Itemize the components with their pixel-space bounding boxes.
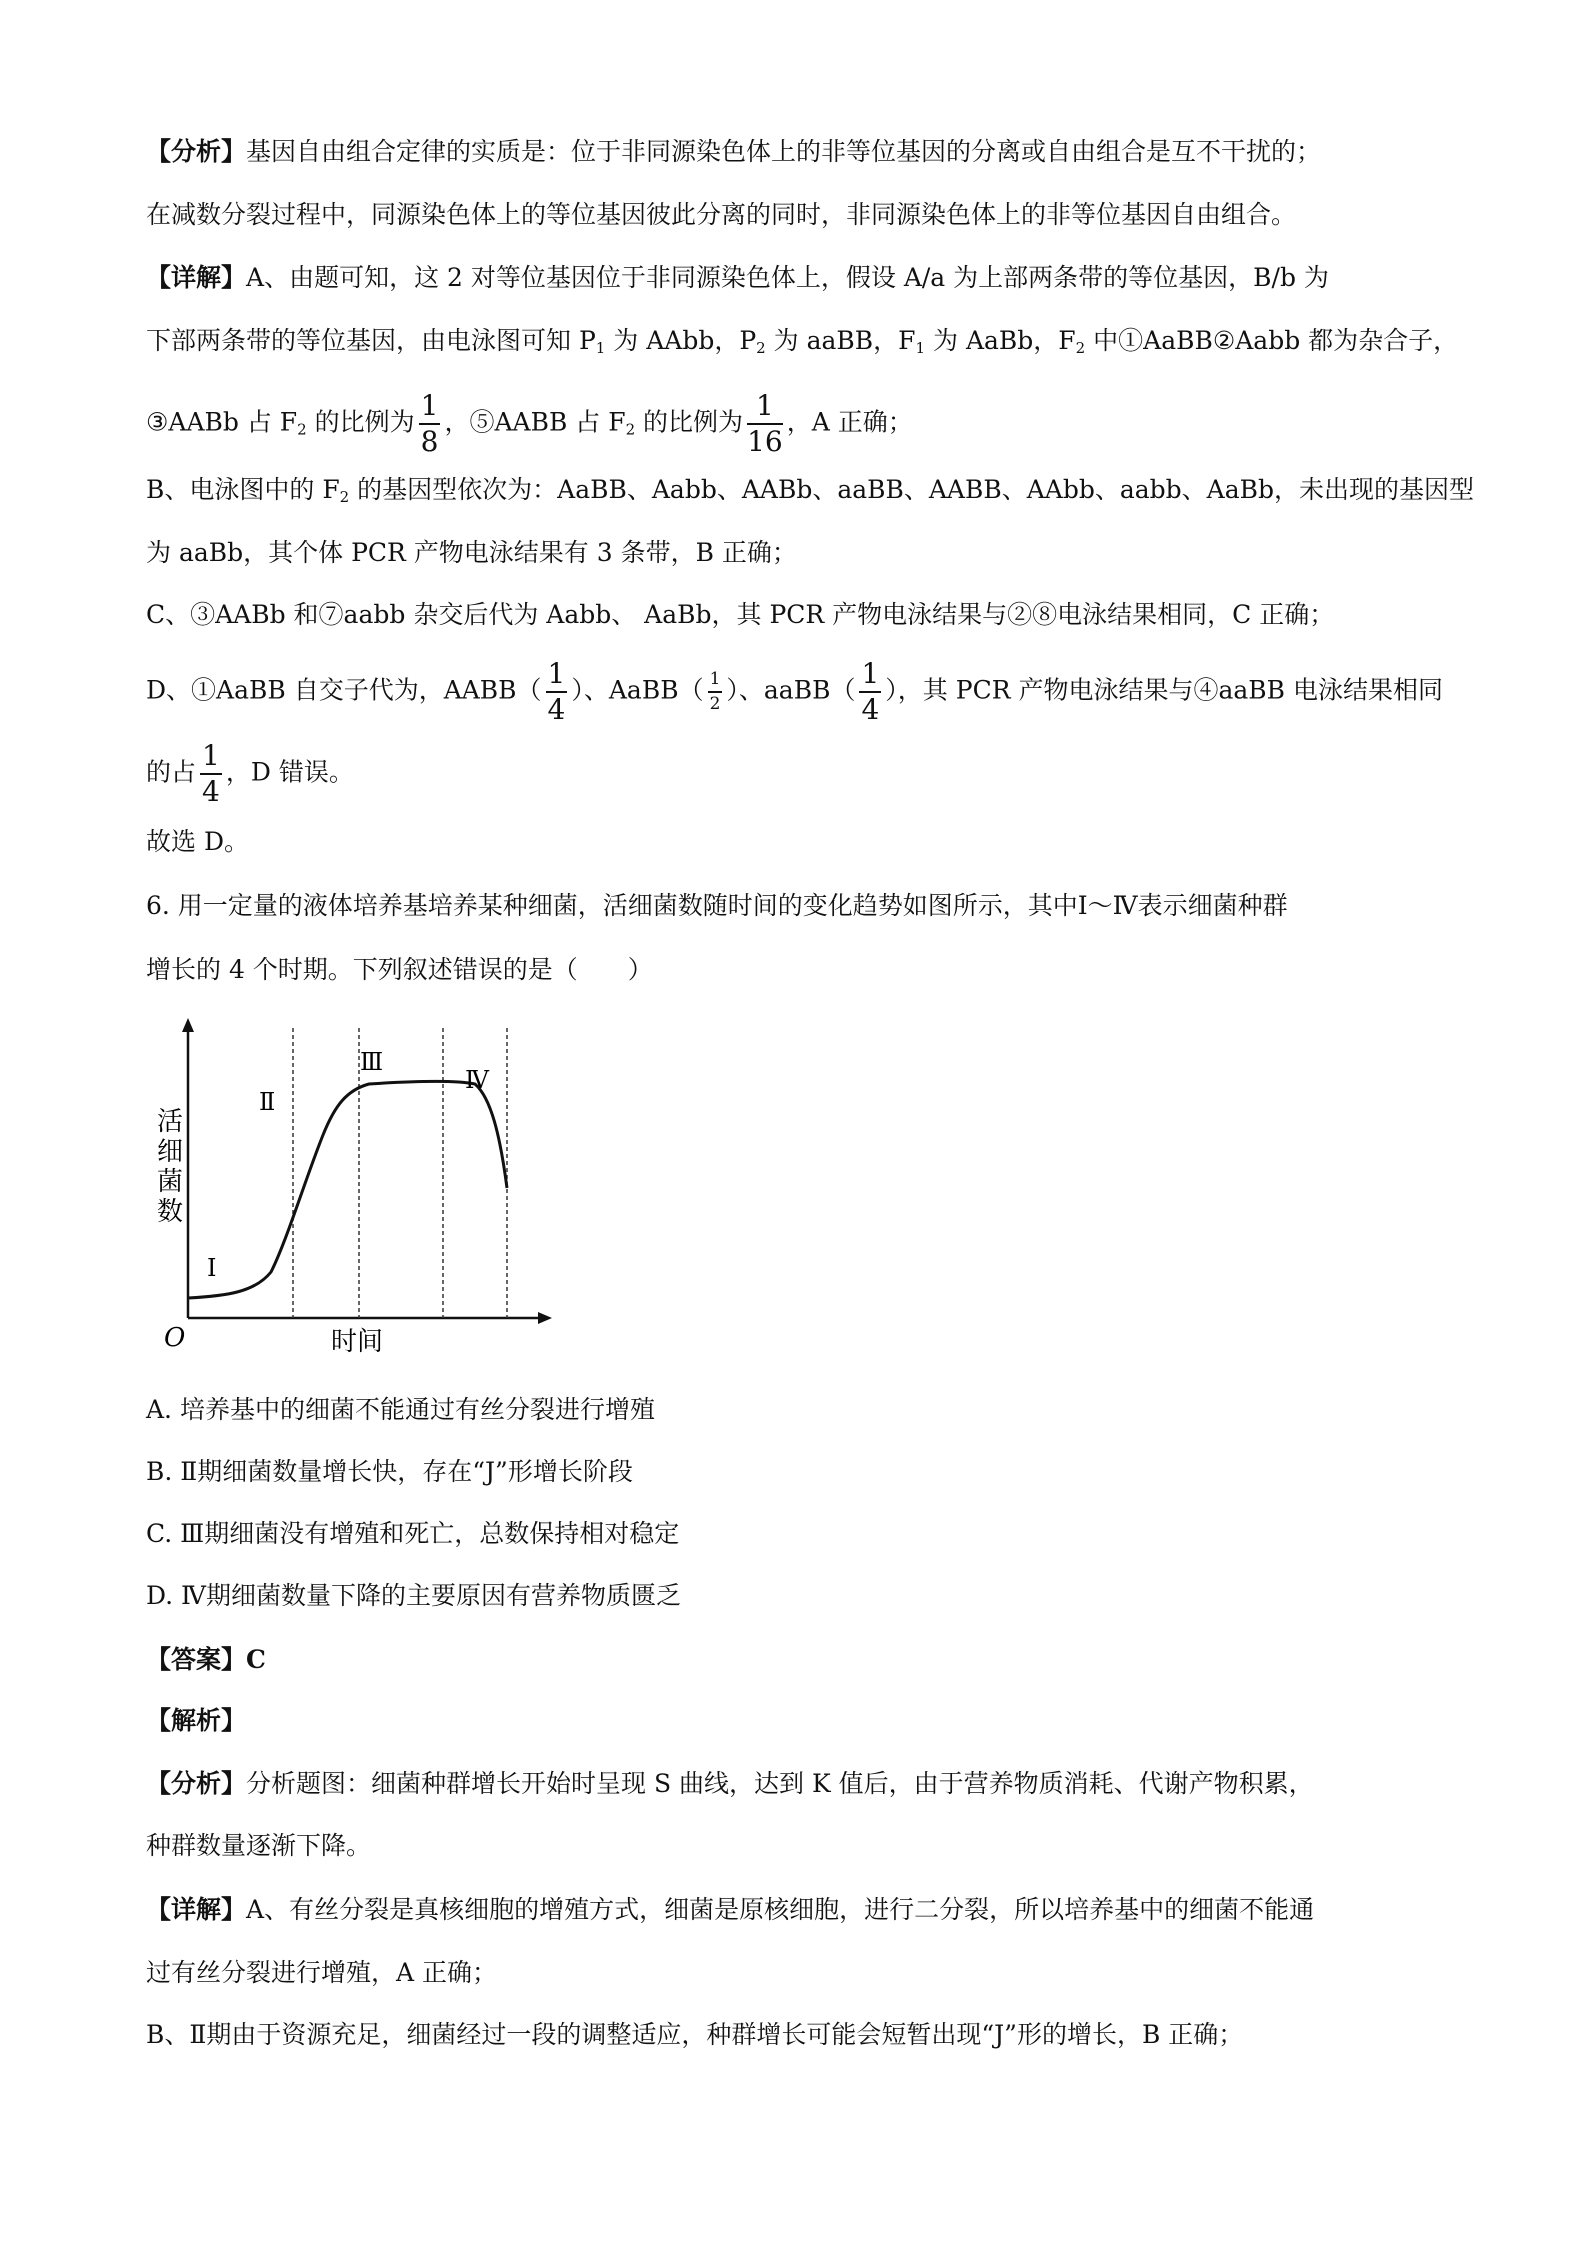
question-6-stem-2: 增长的 4 个时期。下列叙述错误的是（ ） xyxy=(146,955,653,984)
detail-line-4: B、电泳图中的 $F_2$ 的基因型依次为：AaBB、Aabb、AABb、aaBB、AABB、AAbb、aabb、AaBb，未出现的基因型 xyxy=(146,475,1474,506)
y-axis-label-2: 细 xyxy=(157,1137,184,1167)
q6-detail-line-1: 【详解】A、有丝分裂是真核细胞的增殖方式，细菌是原核细胞，进行二分裂，所以培养基中的细菌不能通 xyxy=(146,1895,1315,1924)
period-4-label: Ⅳ xyxy=(465,1066,489,1094)
detail-line-1: 【详解】A、由题可知，这 2 对等位基因位于非同源染色体上，假设 A/a 为上部两条带的等位基因，B/b 为 xyxy=(146,263,1329,292)
analysis-tag: 【分析】 xyxy=(146,137,247,166)
detail-line-2: 下部两条带的等位基因，由电泳图可知 $P_1$ 为 AAbb，$P_2$ 为 aaBB，$F_1$ 为 AaBb，$F_2$ 中①AaBB②Aabb 都为杂合子， xyxy=(146,326,1459,357)
detail-line-3: ③AABb 占 $F_2$ 的比例为 $\frac{1}{8}$ ，⑤AABB 占 $F_2$ 的比例为 $\frac{1}{16}$ ，A 正确； xyxy=(146,389,913,458)
fraction-1-2: $\frac{1}{2}$ xyxy=(709,669,721,714)
option-a: A. 培养基中的细菌不能通过有丝分裂进行增殖 xyxy=(146,1395,655,1424)
q6-detail-line-3: B、Ⅱ期由于资源充足，细菌经过一段的调整适应，种群增长可能会短暂出现“J”形的增长，B 正确； xyxy=(146,2020,1244,2049)
fraction-1-4-b: $\frac{1}{4}$ xyxy=(861,657,880,726)
q6-analysis-line-2: 种群数量逐渐下降。 xyxy=(146,1831,372,1860)
option-d: D. Ⅳ期细菌数量下降的主要原因有营养物质匮乏 xyxy=(146,1581,682,1610)
fraction-1-4-c: $\frac{1}{4}$ xyxy=(202,739,220,808)
question-6-stem-1: 6. 用一定量的液体培养基培养某种细菌，活细菌数随时间的变化趋势如图所示，其中Ⅰ～Ⅳ表示细菌种群 xyxy=(146,891,1288,920)
x-axis-label: 时间 xyxy=(331,1327,384,1357)
detail-line-8: 的占 $\frac{1}{4}$ ，D 错误。 xyxy=(146,739,354,808)
q6-detail-line-2: 过有丝分裂进行增殖，A 正确； xyxy=(146,1958,498,1987)
fraction-1-4-a: $\frac{1}{4}$ xyxy=(547,657,566,726)
y-axis-label-1: 活 xyxy=(157,1107,184,1137)
option-c: C. Ⅲ期细菌没有增殖和死亡，总数保持相对稳定 xyxy=(146,1519,680,1548)
analysis-line-2: 在减数分裂过程中，同源染色体上的等位基因彼此分离的同时，非同源染色体上的非等位基因自由组合。 xyxy=(146,200,1297,229)
growth-curve-figure xyxy=(155,1010,575,1360)
origin-label: O xyxy=(164,1323,186,1353)
explanation-heading: 【解析】 xyxy=(146,1706,247,1735)
period-2-label: Ⅱ xyxy=(259,1088,276,1116)
y-axis-arrow xyxy=(182,1018,194,1032)
y-axis-label-3: 菌 xyxy=(157,1167,184,1197)
analysis-line-1: 【分析】基因自由组合定律的实质是：位于非同源染色体上的非等位基因的分离或自由组合是互不干扰的； xyxy=(146,137,1322,166)
period-1-label: Ⅰ xyxy=(207,1254,217,1282)
period-3-label: Ⅲ xyxy=(360,1048,384,1076)
detail-line-5: 为 aaBb，其个体 PCR 产物电泳结果有 3 条带，B 正确； xyxy=(146,538,797,567)
answer-line: 【答案】C xyxy=(146,1645,266,1674)
growth-curve xyxy=(188,1081,507,1298)
option-b: B. Ⅱ期细菌数量增长快，存在“J”形增长阶段 xyxy=(146,1457,633,1486)
fraction-1-16: $\frac{1}{16}$ xyxy=(747,389,783,458)
detail-tag: 【详解】 xyxy=(146,263,247,292)
fraction-1-8: $\frac{1}{8}$ xyxy=(420,389,439,458)
detail-line-6: C、③AABb 和⑦aabb 杂交后代为 Aabb、 AaBb，其 PCR 产物电泳结果与②⑧电泳结果相同，C 正确； xyxy=(146,600,1335,629)
y-axis-label-4: 数 xyxy=(157,1197,184,1227)
x-axis-arrow xyxy=(538,1312,552,1324)
detail-conclusion: 故选 D。 xyxy=(146,827,249,856)
q6-analysis-line-1: 【分析】分析题图：细菌种群增长开始时呈现 S 曲线，达到 K 值后，由于营养物质消耗、代谢产物积累， xyxy=(146,1769,1314,1798)
detail-line-7: D、①AaBB 自交子代为，AABB（ $\frac{1}{4}$ ）、AaBB（ $\frac{1}{2}$ ）、aaBB（ $\frac{1}{4}$ ），其 PCR 产物电泳结果与④aaBB 电泳结果相同 xyxy=(146,657,1443,726)
